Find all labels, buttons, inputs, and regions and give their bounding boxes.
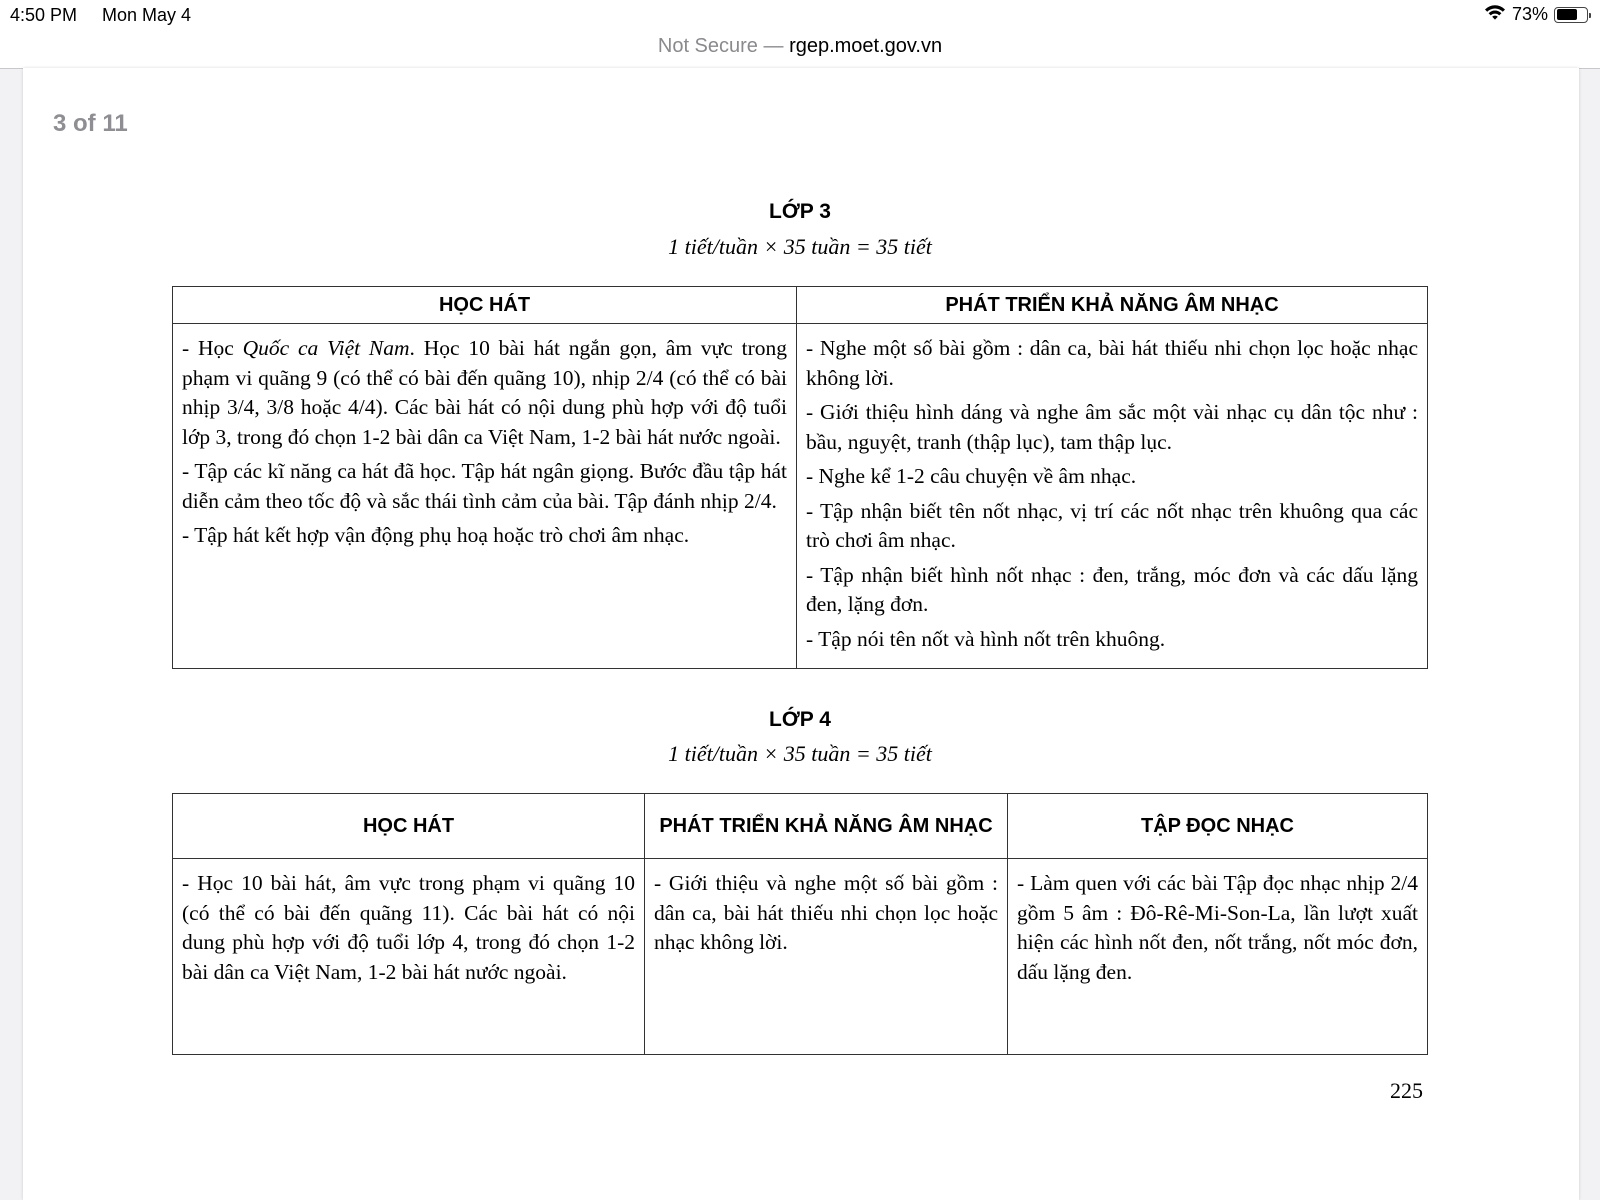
table-header-row (173, 287, 1428, 324)
status-time: 4:50 PM (10, 5, 78, 25)
grade3-header-singing: HỌC HÁT (173, 287, 797, 324)
grade3-singing-cell (173, 324, 797, 669)
battery-tip (1589, 13, 1591, 18)
list-item: - Tập nhận biết hình nốt nhạc : đen, trắng, móc đơn và các dấu lặng đen, lặng đơn. (806, 562, 1418, 616)
security-warning: Not Secure (657, 35, 758, 57)
grade3-singing-item-3: - Tập hát kết hợp vận động phụ hoạ hoặc trò chơi âm nhạc. (182, 523, 690, 547)
list-item: - Giới thiệu hình dáng và nghe âm sắc một vài nhạc cụ dân tộc như : bầu, nguyệt, tranh (thập lục), tam thập lục. (806, 400, 1418, 454)
grade3-table (172, 286, 1428, 669)
status-date: Mon May 4 (102, 5, 192, 25)
table-row (173, 324, 1428, 669)
battery-percent: 73% (1511, 4, 1548, 24)
list-item: - Nghe kể 1-2 câu chuyện về âm nhạc. (806, 464, 1137, 488)
grade4-sight-reading-cell: - Làm quen với các bài Tập đọc nhạc nhịp 2/4 gồm 5 âm : Đô-Rê-Mi-Son-La, lần lượt xuất hiện các hình nốt đen, nốt trắng, nốt móc đơn, dấu lặng đen. (1008, 859, 1428, 1055)
anthem-title: Quốc ca Việt Nam (242, 336, 410, 360)
status-bar (0, 0, 1600, 30)
grade4-table (172, 793, 1428, 1055)
list-item: - Tập nhận biết tên nốt nhạc, vị trí các nốt nhạc trên khuông qua các trò chơi âm nhạc. (806, 498, 1418, 552)
battery-level (1557, 9, 1577, 20)
page-indicator: 3 of 11 (53, 110, 128, 137)
grade4-title: LỚP 4 (769, 708, 831, 731)
page-number: 225 (1390, 1078, 1423, 1103)
table-row (173, 859, 1428, 1055)
grade3-header-music-development: PHÁT TRIỂN KHẢ NĂNG ÂM NHẠC (797, 287, 1428, 324)
grade4-header-singing: HỌC HÁT (173, 794, 645, 859)
url-separator: — (757, 35, 790, 57)
grade4-singing-cell: - Học 10 bài hát, âm vực trong phạm vi quãng 10 (có thể có bài đến quãng 11). Các bài hát có nội dung phù hợp với độ tuổi lớp 4, trong đó chọn 1-2 bài dân ca Việt Nam, 1-2 bài hát nước ngoài. (173, 859, 645, 1055)
item-text: - Học (182, 336, 243, 360)
address-bar[interactable] (0, 30, 1600, 69)
status-right (1484, 4, 1588, 25)
grade3-title: LỚP 3 (769, 200, 831, 223)
grade4-schedule: 1 tiết/tuần × 35 tuần = 35 tiết (668, 741, 932, 766)
url-host: rgep.moet.gov.vn (789, 35, 943, 57)
url-display[interactable] (0, 30, 1600, 60)
grade3-singing-item-2: - Tập các kĩ năng ca hát đã học. Tập hát ngân giọng. Bước đầu tập hát diễn cảm theo tốc độ và sắc thái tình cảm của bài. Tập đánh nhịp 2/4. (182, 459, 787, 513)
grade3-music-cell (797, 324, 1428, 669)
list-item: - Tập nói tên nốt và hình nốt trên khuông. (806, 626, 1166, 651)
grade3-singing-item-1 (182, 334, 787, 452)
table-header-row (173, 794, 1428, 859)
list-item: - Nghe một số bài gồm : dân ca, bài hát thiếu nhi chọn lọc hoặc nhạc không lời. (806, 336, 1418, 390)
grade4-header-music-development: PHÁT TRIỂN KHẢ NĂNG ÂM NHẠC (645, 794, 1008, 859)
grade3-schedule: 1 tiết/tuần × 35 tuần = 35 tiết (668, 234, 932, 259)
item-text: . Học 10 bài hát ngắn gọn, âm vực trong phạm vi quãng 9 (có thể có bài đến quãng 10), nhịp 2/4 (có thể có bài nhịp 3/4, 3/8 hoặc 4/4). Các bài hát có nội dung phù hợp với độ tuổi lớp 3, trong đó chọn 1-2 bài dân ca Việt Nam, 1-2 bài hát nước ngoài. (182, 336, 787, 449)
grade4-header-sight-reading: TẬP ĐỌC NHẠC (1008, 794, 1428, 859)
grade4-music-cell: - Giới thiệu và nghe một số bài gồm : dân ca, bài hát thiếu nhi chọn lọc hoặc nhạc không lời. (645, 859, 1008, 1055)
battery-icon (1554, 7, 1588, 23)
wifi-icon (1484, 4, 1506, 25)
